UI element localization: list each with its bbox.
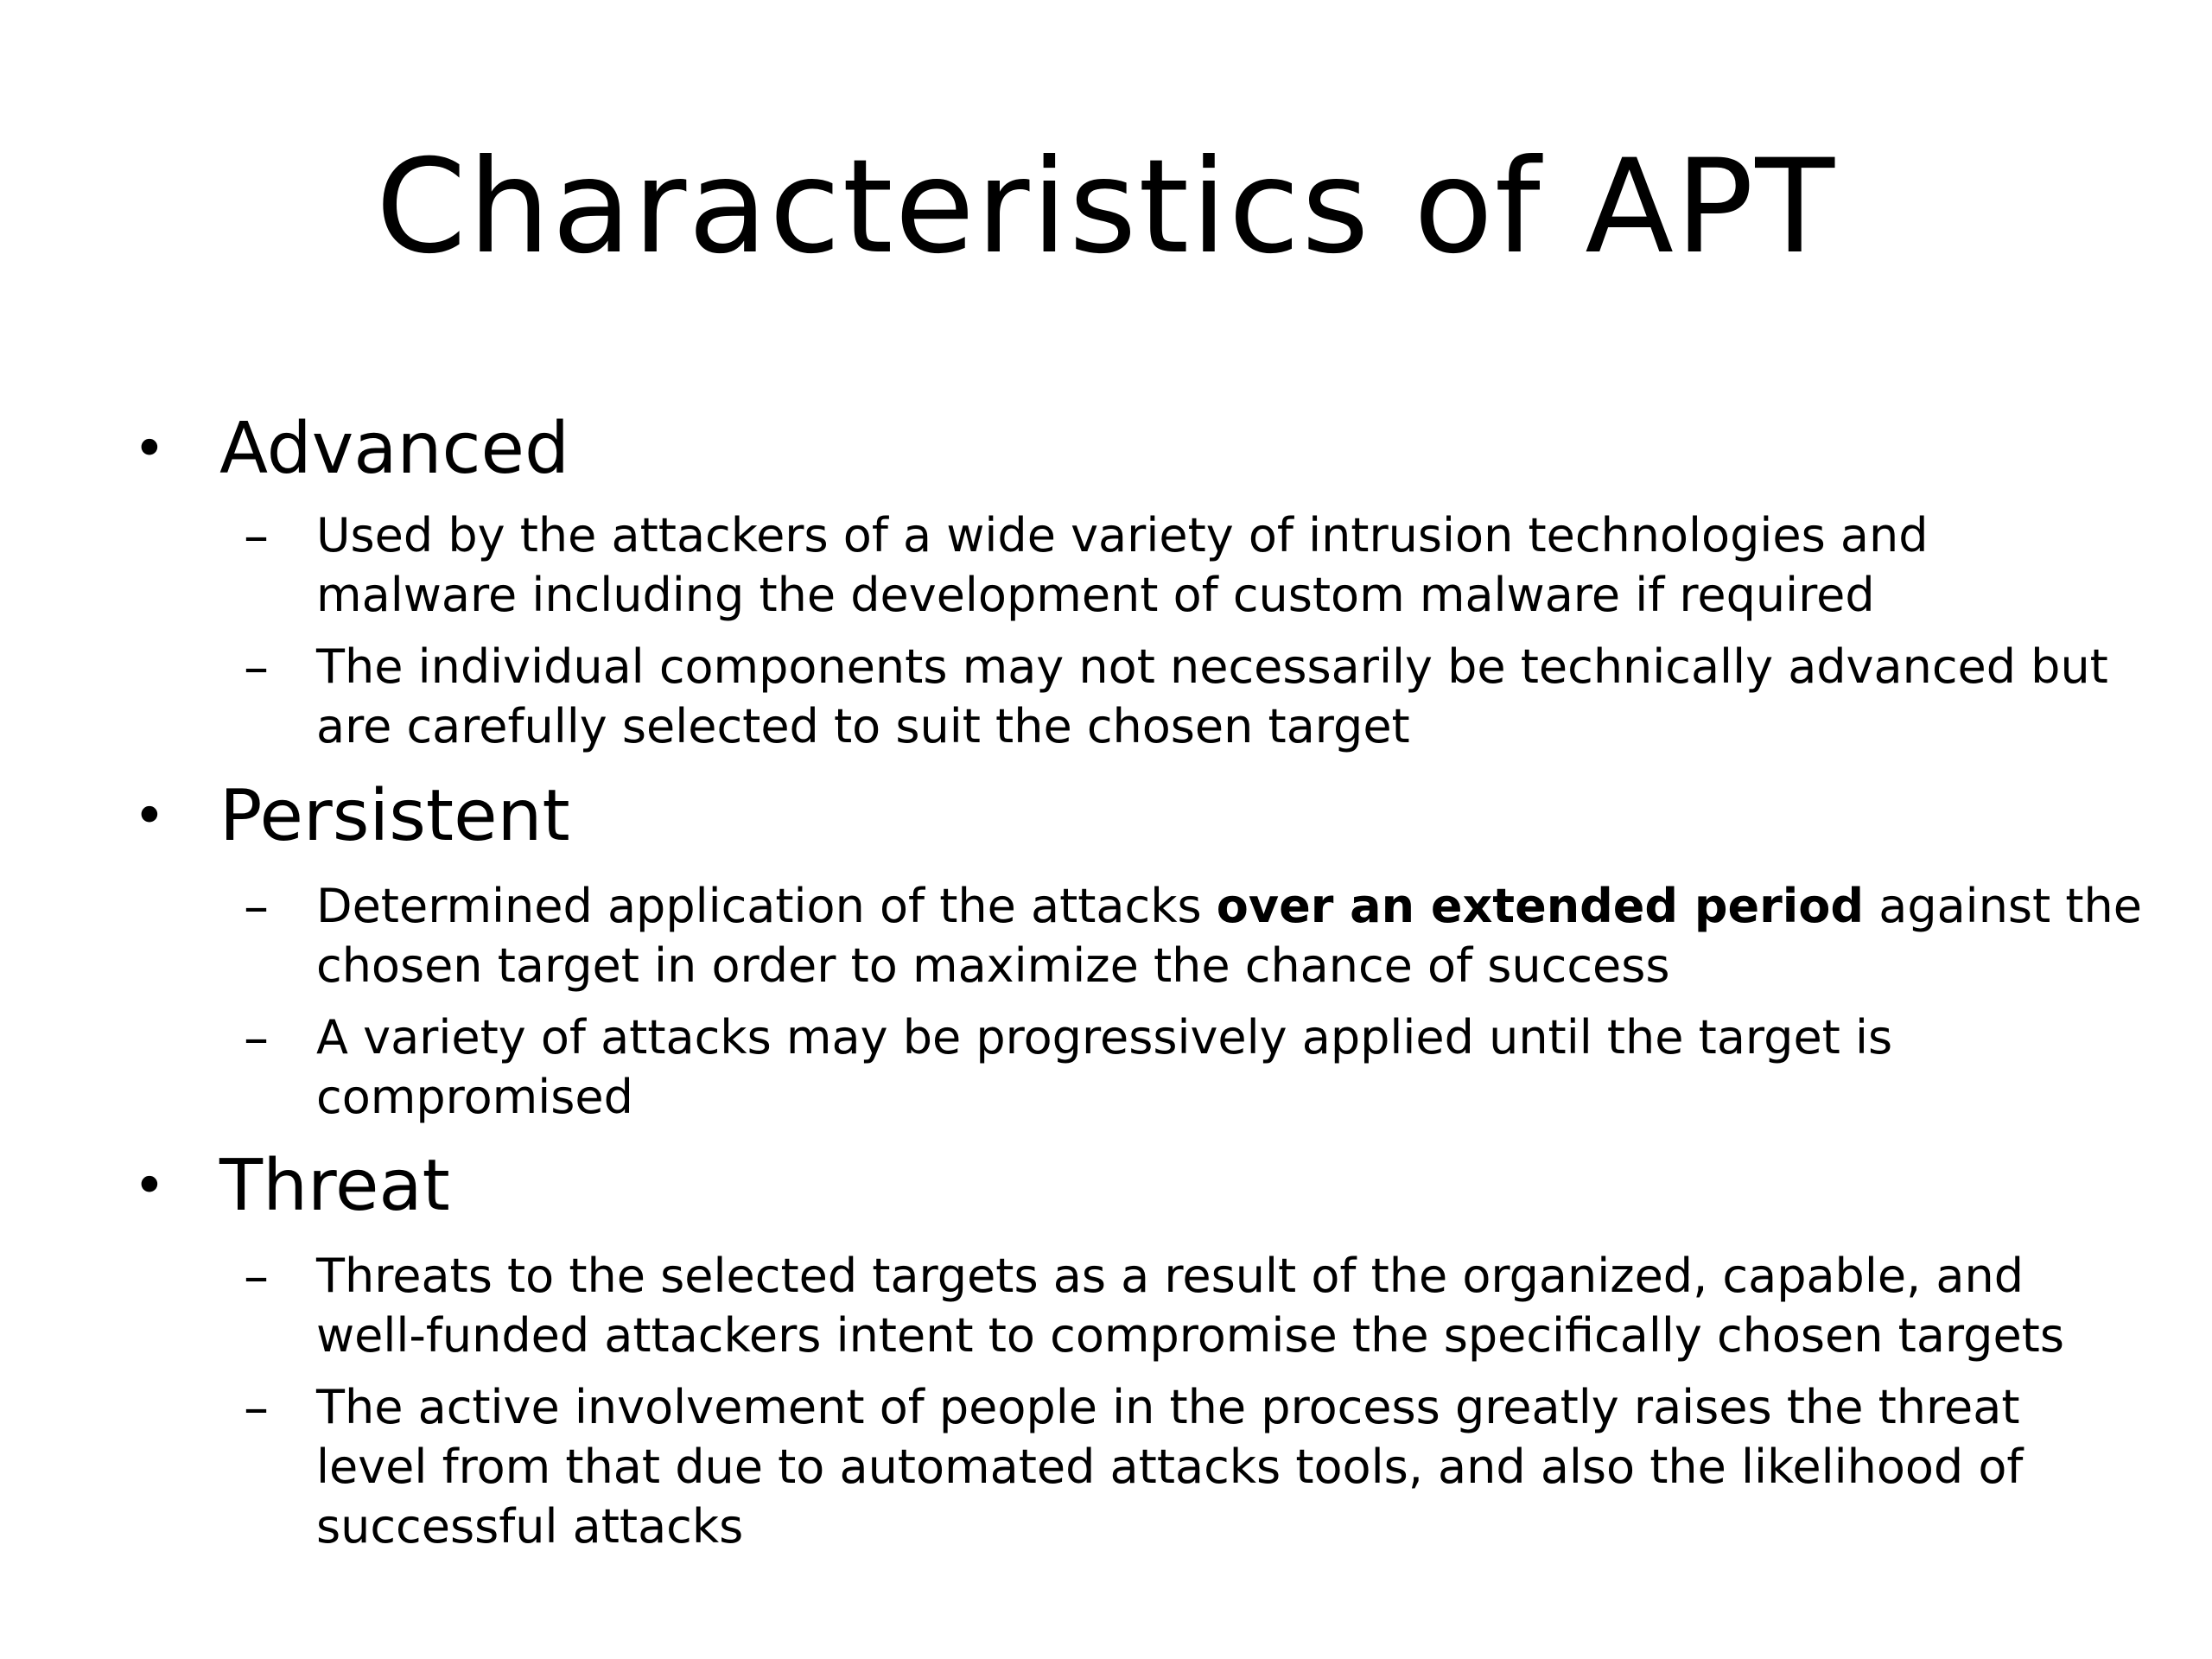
sub-bullet-text	[316, 1007, 2113, 1127]
text-line: chosen target in order to maximize the chance of success	[316, 938, 1670, 993]
text-line: level from that due to automated attacks tools, and also the likelihood of	[316, 1440, 2024, 1494]
sub-bullet-text	[316, 1377, 2113, 1556]
dash-icon: –	[244, 638, 269, 696]
text-line: The active involvement of people in the process greatly raises the threat	[316, 1380, 2020, 1434]
dash-icon: –	[244, 1008, 269, 1067]
text-line: malware including the development of custom malware if required	[316, 568, 1875, 622]
text-line: Used by the attackers of a wide variety of intrusion technologies and	[316, 508, 1929, 563]
emphasis-text: over an extended period	[1216, 879, 1865, 933]
text-line: successful attacks	[316, 1499, 744, 1554]
text-line: well-funded attackers intent to compromise the specifically chosen targets	[316, 1308, 2064, 1363]
bullet-icon: •	[133, 785, 166, 849]
text-line: A variety of attacks may be progressively applied until the target is	[316, 1010, 1893, 1065]
text-line: compromised	[316, 1070, 633, 1124]
dash-icon: –	[244, 1378, 269, 1437]
text-line: Threats to the selected targets as a result of the organized, capable, and	[316, 1249, 2024, 1303]
dash-icon: –	[244, 877, 269, 936]
bullet-heading: Persistent	[219, 775, 570, 857]
text-segment: against the	[1864, 879, 2143, 933]
text-line	[316, 876, 2143, 936]
bullet-icon: •	[133, 1154, 166, 1218]
sub-bullet-text	[316, 505, 2113, 625]
sub-bullet-text	[316, 1246, 2113, 1365]
sub-bullet-text	[316, 637, 2113, 756]
text-segment: Determined application of the attacks	[316, 879, 1217, 933]
text-line: The individual components may not necessarily be technically advanced but	[316, 639, 2108, 694]
dash-icon: –	[244, 506, 269, 565]
dash-icon: –	[244, 1247, 269, 1306]
slide-title: Characteristics of APT	[375, 132, 1837, 283]
text-line: are carefully selected to suit the chosen target	[316, 699, 1410, 753]
bullet-heading: Advanced	[219, 408, 570, 490]
bullet-heading: Threat	[219, 1145, 450, 1227]
sub-bullet-text	[316, 876, 2143, 995]
bullet-icon: •	[133, 417, 166, 481]
